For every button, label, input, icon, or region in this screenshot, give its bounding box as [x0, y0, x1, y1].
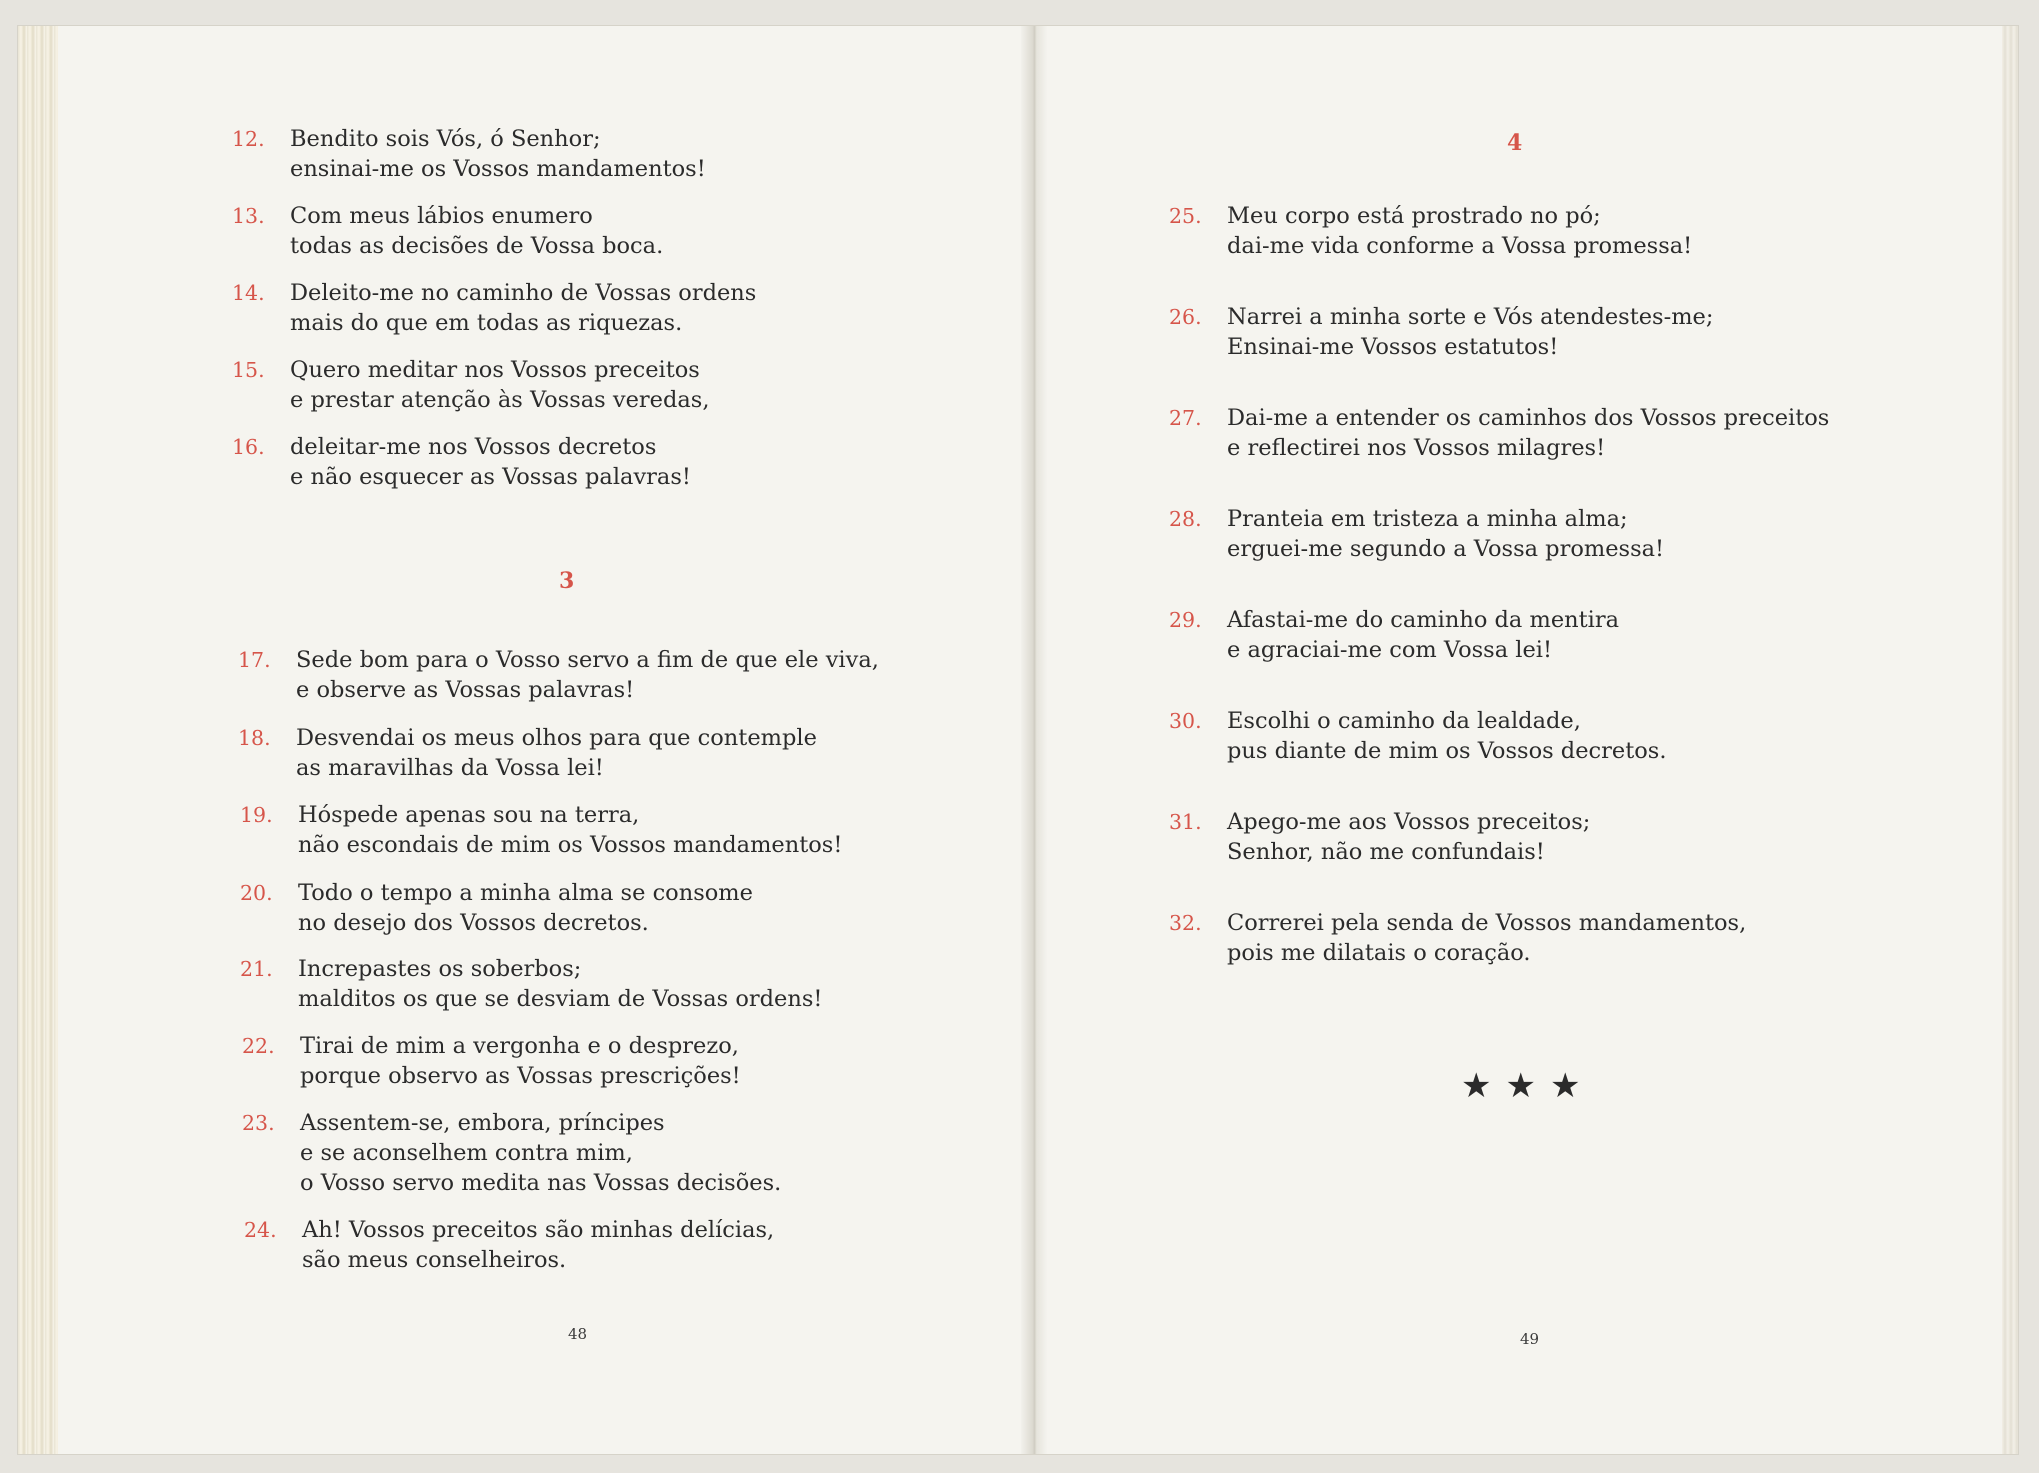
verse-line: Narrei a minha sorte e Vós atendestes-me;: [1227, 304, 1714, 330]
book-spread: [18, 26, 2018, 1454]
page-stack-edge-right: [2002, 26, 2018, 1454]
verse-line: Afastai-me do caminho da mentira: [1227, 607, 1620, 633]
verse-17: [238, 645, 879, 705]
verse-text: [1227, 201, 1692, 261]
verse-number: 16.: [232, 435, 265, 459]
verse-text: [290, 201, 663, 261]
verse-text: [290, 355, 710, 415]
verse-line: Meu corpo está prostrado no pó;: [1227, 203, 1601, 229]
page-number-right: 49: [1520, 1330, 1540, 1348]
verse-text: [1227, 807, 1590, 867]
verse-line: e agraciai-me com Vossa lei!: [1227, 637, 1553, 663]
verse-line: Bendito sois Vós, ó Senhor;: [290, 126, 601, 152]
verse-text: [298, 954, 822, 1014]
verse-text: [302, 1215, 774, 1275]
verse-text: [1227, 302, 1713, 362]
verse-line: Desvendai os meus olhos para que contemple: [296, 725, 817, 751]
verse-text: [290, 124, 706, 184]
verse-30: [1169, 706, 1667, 766]
verse-21: [240, 954, 822, 1014]
three-stars-ornament: ★★★: [1461, 1066, 1595, 1106]
verse-20: [240, 878, 753, 938]
verse-line: Deleito-me no caminho de Vossas ordens: [290, 280, 757, 306]
verse-line: Apego-me aos Vossos preceitos;: [1227, 809, 1591, 835]
left-page: [58, 26, 1021, 1454]
verse-12: [232, 124, 706, 184]
verse-18: [238, 723, 817, 783]
verse-line: pus diante de mim os Vossos decretos.: [1227, 738, 1667, 764]
verse-number: 17.: [238, 648, 271, 672]
verse-text: [290, 432, 691, 492]
verse-line: malditos os que se desviam de Vossas ordens!: [298, 986, 823, 1012]
verse-number: 18.: [238, 726, 271, 750]
book-gutter: [1021, 26, 1047, 1454]
verse-number: 15.: [232, 358, 265, 382]
verse-line: e não esquecer as Vossas palavras!: [290, 464, 691, 490]
verse-number: 30.: [1169, 709, 1202, 733]
verse-line: e reflectirei nos Vossos milagres!: [1227, 435, 1606, 461]
verse-31: [1169, 807, 1590, 867]
verse-number: 14.: [232, 281, 265, 305]
verse-number: 27.: [1169, 406, 1202, 430]
verse-27: [1169, 403, 1829, 463]
verse-text: [300, 1108, 781, 1198]
verse-32: [1169, 908, 1746, 968]
verse-line: pois me dilatais o coração.: [1227, 940, 1531, 966]
verse-26: [1169, 302, 1713, 362]
verse-line: e prestar atenção às Vossas veredas,: [290, 387, 710, 413]
verse-text: [1227, 908, 1746, 968]
verse-13: [232, 201, 663, 261]
verse-line: Ensinai-me Vossos estatutos!: [1227, 334, 1559, 360]
verse-line: porque observo as Vossas prescrições!: [300, 1063, 741, 1089]
verse-text: [1227, 504, 1664, 564]
verse-29: [1169, 605, 1619, 665]
verse-number: 29.: [1169, 608, 1202, 632]
verse-number: 26.: [1169, 305, 1202, 329]
verse-text: [296, 645, 879, 705]
verse-line: ensinai-me os Vossos mandamentos!: [290, 156, 706, 182]
verse-number: 22.: [242, 1034, 275, 1058]
verse-number: 13.: [232, 204, 265, 228]
verse-number: 23.: [242, 1111, 275, 1135]
verse-text: [290, 278, 756, 338]
verse-line: Pranteia em tristeza a minha alma;: [1227, 506, 1628, 532]
verse-line: Todo o tempo a minha alma se consome: [298, 880, 753, 906]
verse-line: no desejo dos Vossos decretos.: [298, 910, 649, 936]
section-heading-3: 3: [559, 568, 575, 594]
verse-text: [1227, 706, 1667, 766]
verse-line: mais do que em todas as riquezas.: [290, 310, 683, 336]
verse-line: erguei-me segundo a Vossa promessa!: [1227, 536, 1665, 562]
verse-line: Sede bom para o Vosso servo a fim de que ele viva,: [296, 647, 879, 673]
verse-19: [240, 800, 842, 860]
verse-number: 32.: [1169, 911, 1202, 935]
verse-text: [1227, 605, 1619, 665]
verse-number: 28.: [1169, 507, 1202, 531]
right-page: [1047, 26, 2002, 1454]
verse-line: deleitar-me nos Vossos decretos: [290, 434, 657, 460]
verse-15: [232, 355, 710, 415]
verse-line: Correrei pela senda de Vossos mandamentos,: [1227, 910, 1747, 936]
verse-number: 20.: [240, 881, 273, 905]
verse-text: [296, 723, 817, 783]
verse-text: [300, 1031, 741, 1091]
verse-text: [298, 800, 842, 860]
verse-16: [232, 432, 691, 492]
verse-line: as maravilhas da Vossa lei!: [296, 755, 604, 781]
verse-line: Escolhi o caminho da lealdade,: [1227, 708, 1581, 734]
verse-23: [242, 1108, 781, 1198]
verse-22: [242, 1031, 741, 1091]
verse-number: 31.: [1169, 810, 1202, 834]
verse-line: todas as decisões de Vossa boca.: [290, 233, 664, 259]
verse-line: são meus conselheiros.: [302, 1247, 567, 1273]
verse-line: e se aconselhem contra mim,: [300, 1140, 633, 1166]
page-number-left: 48: [568, 1325, 588, 1343]
verse-28: [1169, 504, 1664, 564]
verse-line: Assentem-se, embora, príncipes: [300, 1110, 665, 1136]
verse-line: Senhor, não me confundais!: [1227, 839, 1545, 865]
verse-14: [232, 278, 756, 338]
verse-line: não escondais de mim os Vossos mandamentos!: [298, 832, 843, 858]
verse-number: 21.: [240, 957, 273, 981]
verse-line: o Vosso servo medita nas Vossas decisões.: [300, 1170, 782, 1196]
verse-line: dai-me vida conforme a Vossa promessa!: [1227, 233, 1693, 259]
verse-text: [1227, 403, 1829, 463]
verse-24: [244, 1215, 774, 1275]
verse-line: e observe as Vossas palavras!: [296, 677, 635, 703]
verse-number: 25.: [1169, 204, 1202, 228]
verse-25: [1169, 201, 1692, 261]
verse-line: Hóspede apenas sou na terra,: [298, 802, 640, 828]
verse-number: 12.: [232, 127, 265, 151]
section-heading-4: 4: [1507, 130, 1523, 156]
page-stack-edge-left: [18, 26, 58, 1454]
verse-text: [298, 878, 753, 938]
verse-line: Com meus lábios enumero: [290, 203, 593, 229]
verse-number: 19.: [240, 803, 273, 827]
verse-line: Tirai de mim a vergonha e o desprezo,: [300, 1033, 739, 1059]
verse-line: Ah! Vossos preceitos são minhas delícias,: [302, 1217, 775, 1243]
verse-line: Dai-me a entender os caminhos dos Vossos preceitos: [1227, 405, 1830, 431]
verse-line: Quero meditar nos Vossos preceitos: [290, 357, 700, 383]
verse-line: Increpastes os soberbos;: [298, 956, 582, 982]
verse-number: 24.: [244, 1218, 277, 1242]
